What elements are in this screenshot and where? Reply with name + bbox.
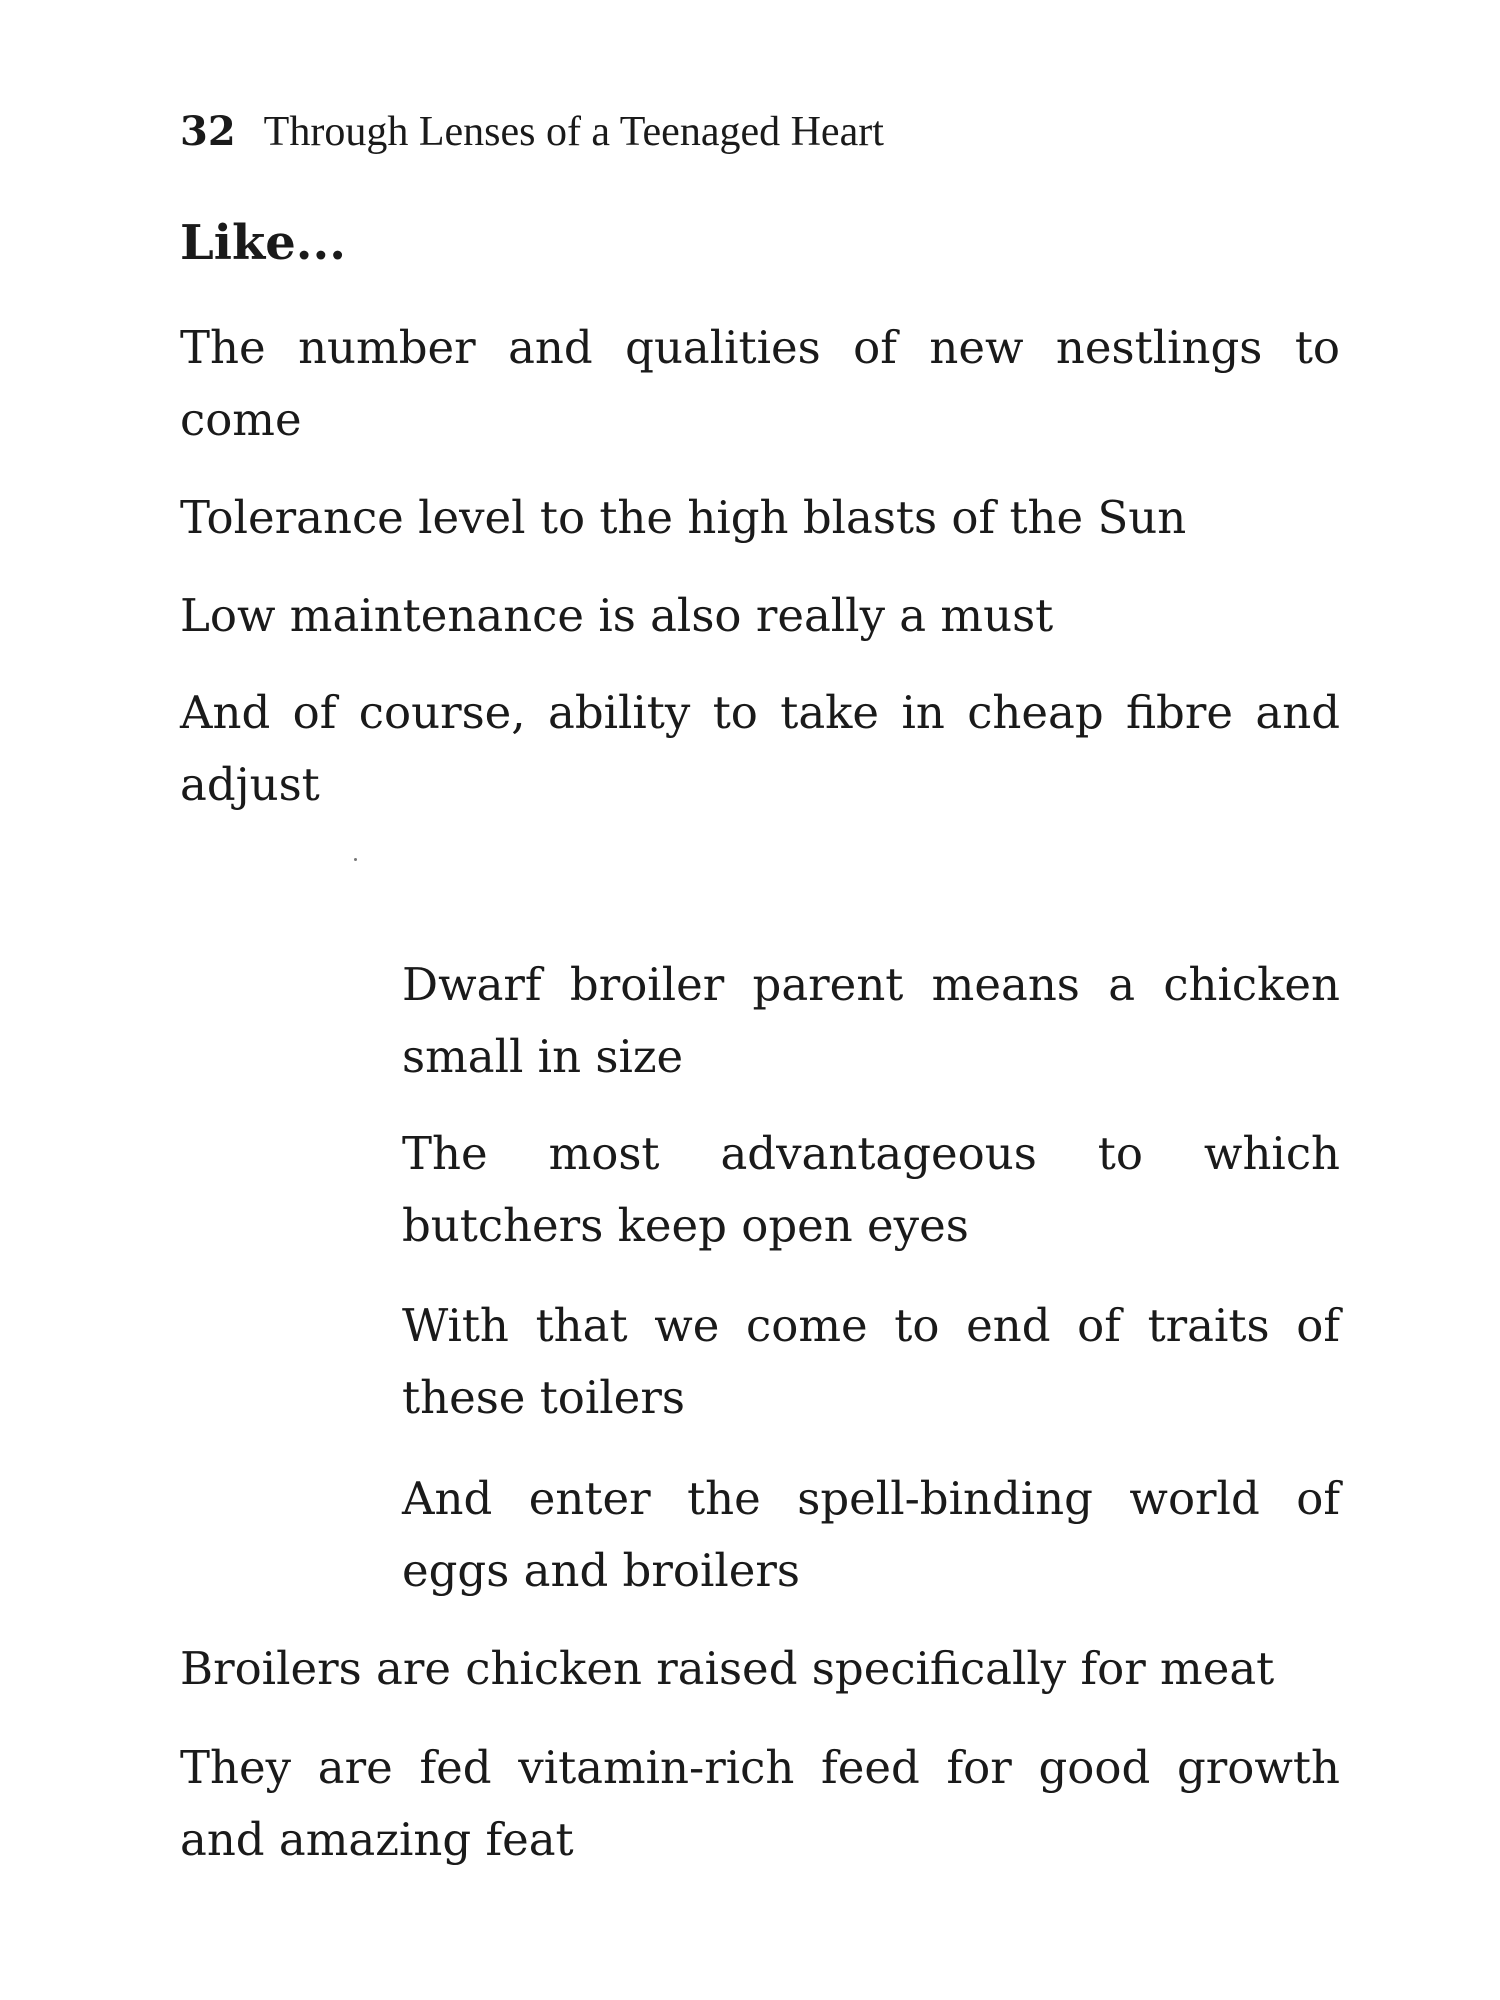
section-heading: Like... [180, 215, 346, 271]
poem-line: With that we come to end of traits of these toilers [402, 1299, 1340, 1424]
running-header [180, 108, 884, 156]
scan-speck [354, 858, 357, 861]
poem-line: Low maintenance is also really a must [180, 589, 1054, 642]
poem-line: The most advantageous to which butchers keep open eyes [402, 1127, 1340, 1252]
poem-line: And enter the spell-binding world of eggs and broilers [402, 1472, 1340, 1597]
poem-line: They are fed vitamin-rich feed for good growth and amazing feat [180, 1741, 1340, 1866]
page-number: 32 [180, 108, 236, 155]
running-title: Through Lenses of a Teenaged Heart [263, 109, 884, 155]
poem-line: Tolerance level to the high blasts of the Sun [180, 491, 1187, 544]
poem-line: The number and qualities of new nestlings to come [180, 321, 1340, 446]
poem-line: And of course, ability to take in cheap fibre and adjust [180, 686, 1340, 811]
poem-line: Broilers are chicken raised specifically for meat [180, 1642, 1275, 1695]
poem-line: Dwarf broiler parent means a chicken small in size [402, 958, 1340, 1083]
